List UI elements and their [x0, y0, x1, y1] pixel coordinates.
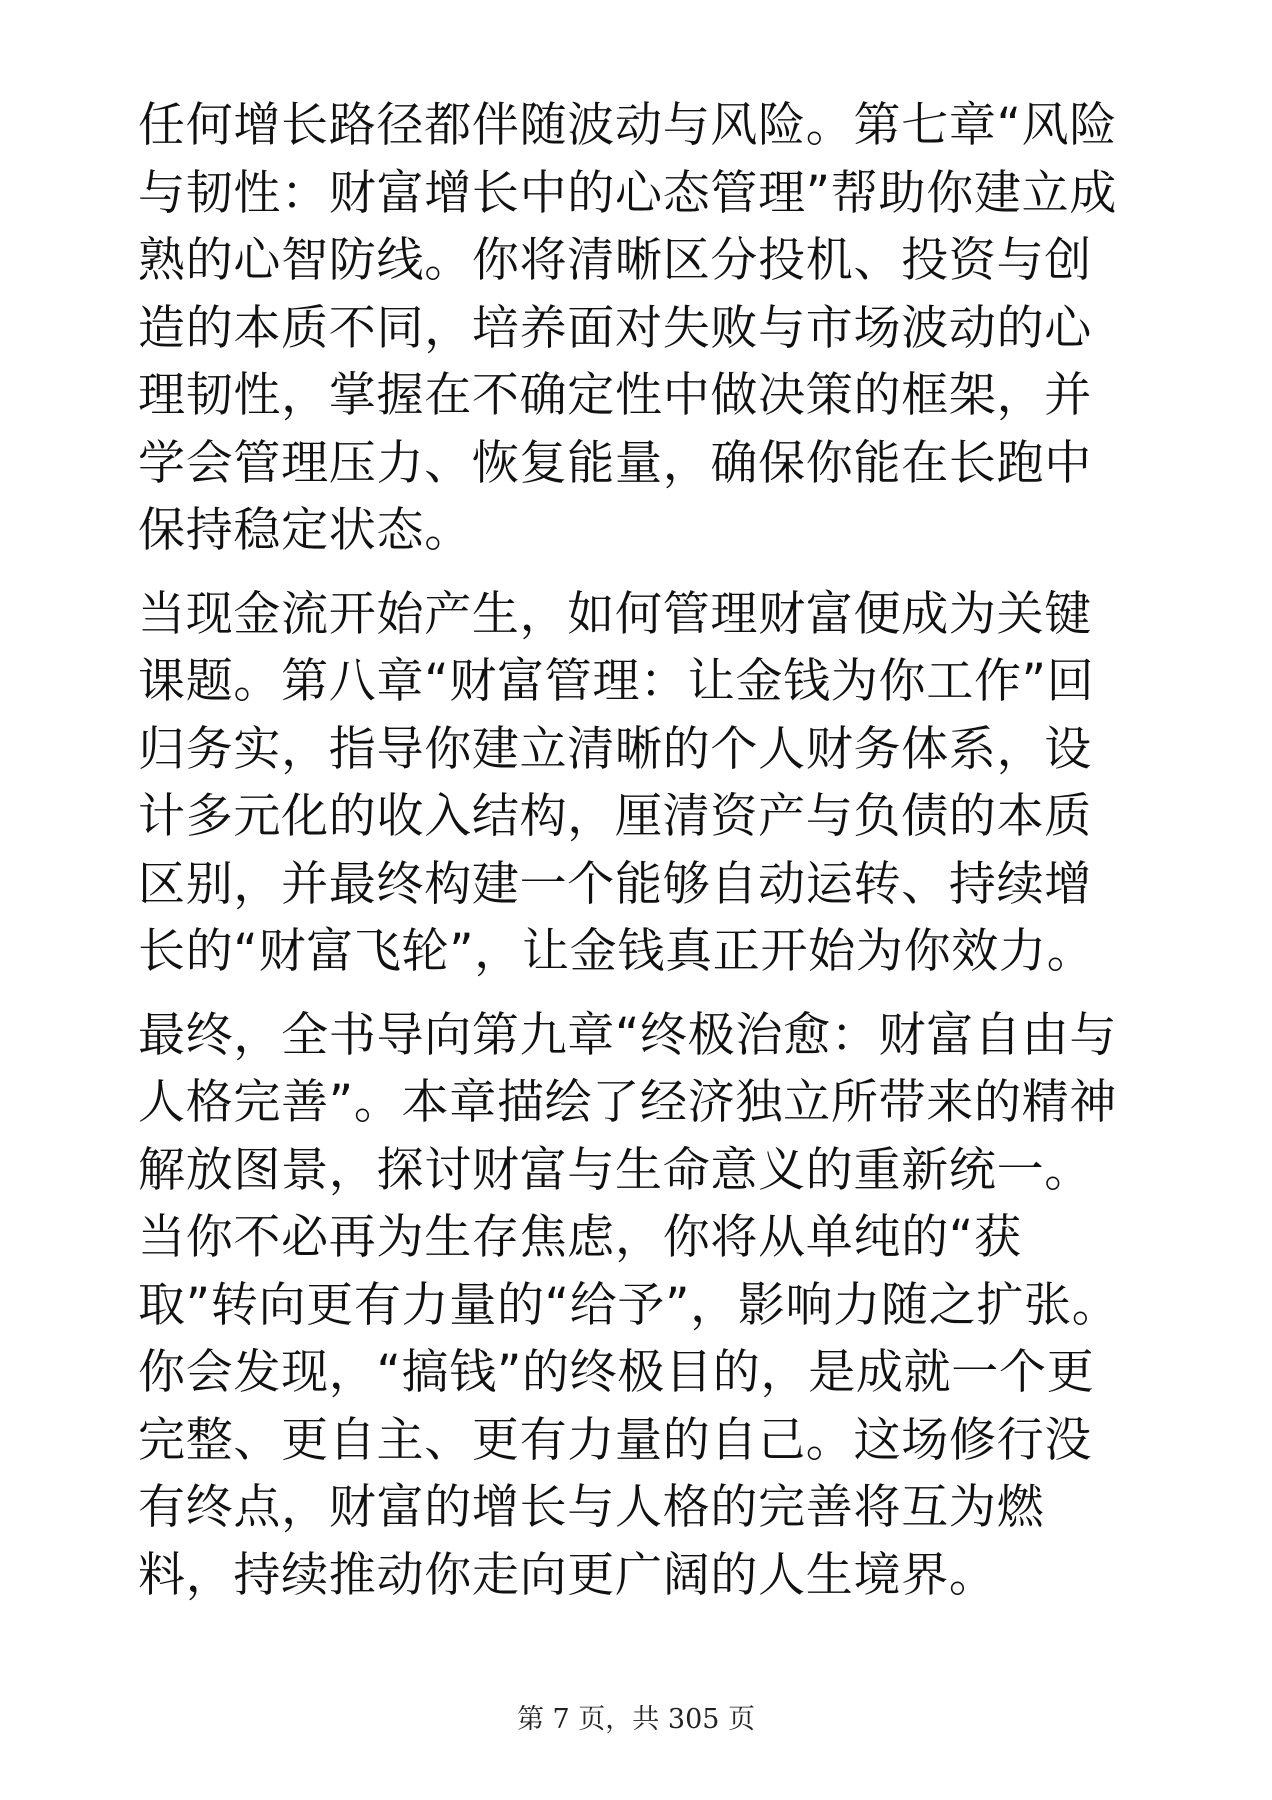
- body-text: [138, 92, 1136, 1609]
- page-footer: 第 7 页，共 305 页: [516, 1704, 756, 1735]
- paragraph-chapter-9: 最终，全书导向第九章“终极治愈：财富自由与人格完善”。本章描绘了经济独立所带来的精神解放图景，探讨财富与生命意义的重新统一。当你不必再为生存焦虑，你将从单纯的“获取”转向更有力量的“给予”，影响力随之扩张。你会发现，“搞钱”的终极目的，是成就一个更完整、更自主、更有力量的自己。这场修行没有终点，财富的增长与人格的完善将互为燃料，持续推动你走向更广阔的人生境界。: [138, 1007, 1120, 1603]
- paragraph-chapter-8: 当现金流开始产生，如何管理财富便成为关键课题。第八章“财富管理：让金钱为你工作”回归务实，指导你建立清晰的个人财务体系，设计多元化的收入结构，厘清资产与负债的本质区别，并最终构建一个能够自动运转、持续增长的“财富飞轮”，让金钱真正开始为你效力。: [138, 586, 1095, 979]
- paragraph-chapter-7: 任何增长路径都伴随波动与风险。第七章“风险与韧性：财富增长中的心态管理”帮助你建立成熟的心智防线。你将清晰区分投机、投资与创造的本质不同，培养面对失败与市场波动的心理韧性，掌握在不确定性中做决策的框架，并学会管理压力、恢复能量，确保你能在长跑中保持稳定状态。: [138, 98, 1118, 558]
